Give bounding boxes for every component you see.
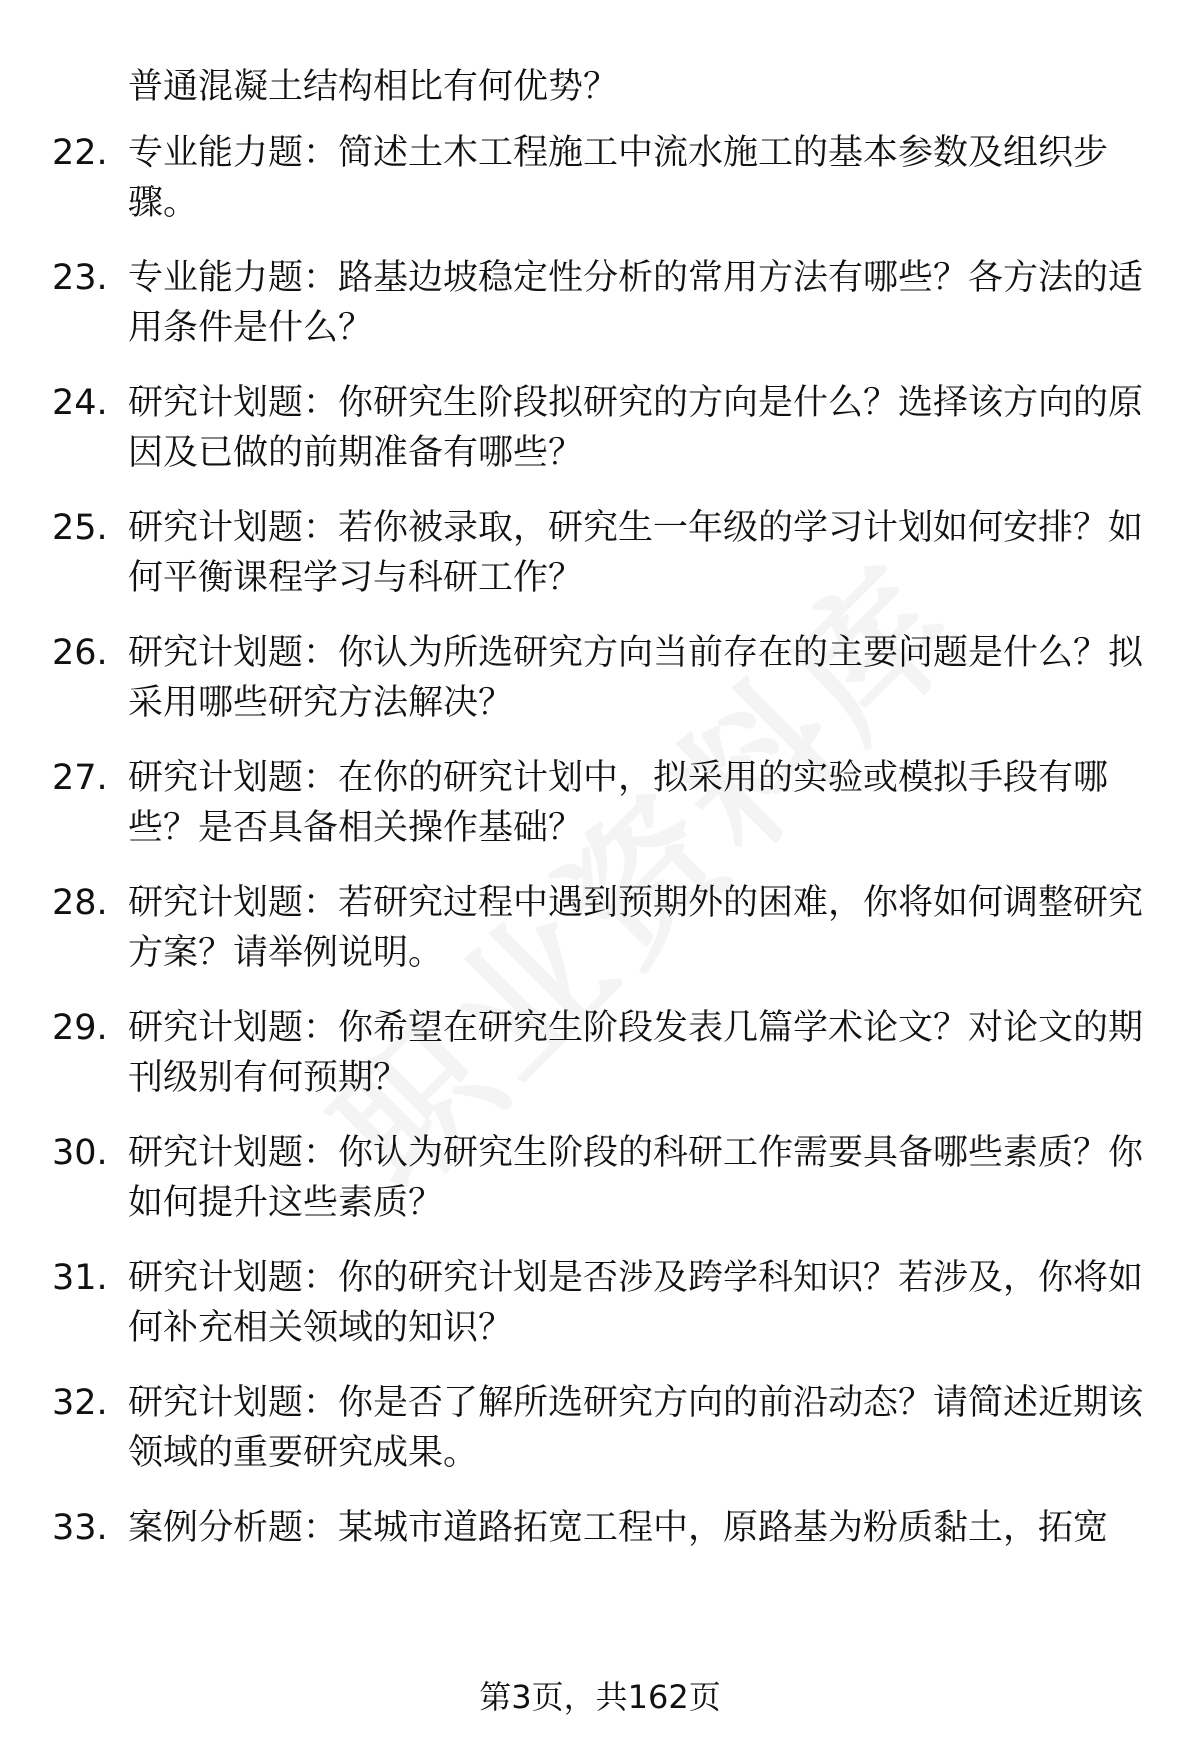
question-text: 研究计划题：你认为研究生阶段的科研工作需要具备哪些素质？你如何提升这些素质？: [128, 1133, 1144, 1223]
watermark: [281, 509, 999, 1227]
question-number: 28.: [52, 883, 108, 923]
question-number: 26.: [52, 633, 108, 673]
question-text: 研究计划题：你研究生阶段拟研究的方向是什么？选择该方向的原因及已做的前期准备有哪些？: [128, 383, 1144, 473]
question-text: 研究计划题：你的研究计划是否涉及跨学科知识？若涉及，你将如何补充相关领域的知识？: [128, 1258, 1144, 1348]
question-number: 22.: [52, 133, 108, 173]
question-number: 31.: [52, 1258, 108, 1298]
page-footer: 第3页，共162页: [479, 1678, 721, 1716]
question-number: 32.: [52, 1383, 108, 1423]
continuation-text: 普通混凝土结构相比有何优势？: [128, 67, 619, 107]
question-text: 案例分析题：某城市道路拓宽工程中，原路基为粉质黏土，拓宽: [128, 1508, 1109, 1548]
question-text: 专业能力题：简述土木工程施工中流水施工的基本参数及组织步骤。: [128, 133, 1109, 223]
question-number: 23.: [52, 258, 108, 298]
question-number: 29.: [52, 1008, 108, 1048]
question-text: 研究计划题：你是否了解所选研究方向的前沿动态？请简述近期该领域的重要研究成果。: [128, 1383, 1144, 1473]
question-text: 研究计划题：你认为所选研究方向当前存在的主要问题是什么？拟采用哪些研究方法解决？: [128, 633, 1144, 723]
question-text: 研究计划题：若你被录取，研究生一年级的学习计划如何安排？如何平衡课程学习与科研工作？: [128, 508, 1144, 598]
question-number: 33.: [52, 1508, 108, 1548]
question-number: 30.: [52, 1133, 108, 1173]
question-text: 研究计划题：在你的研究计划中，拟采用的实验或模拟手段有哪些？是否具备相关操作基础？: [128, 758, 1109, 848]
question-text: 专业能力题：路基边坡稳定性分析的常用方法有哪些？各方法的适用条件是什么？: [128, 258, 1144, 348]
question-number: 24.: [52, 383, 108, 423]
question-text: 研究计划题：你希望在研究生阶段发表几篇学术论文？对论文的期刊级别有何预期？: [128, 1008, 1144, 1098]
question-number: 27.: [52, 758, 108, 798]
question-text: 研究计划题：若研究过程中遇到预期外的困难，你将如何调整研究方案？请举例说明。: [128, 883, 1144, 973]
question-number: 25.: [52, 508, 108, 548]
